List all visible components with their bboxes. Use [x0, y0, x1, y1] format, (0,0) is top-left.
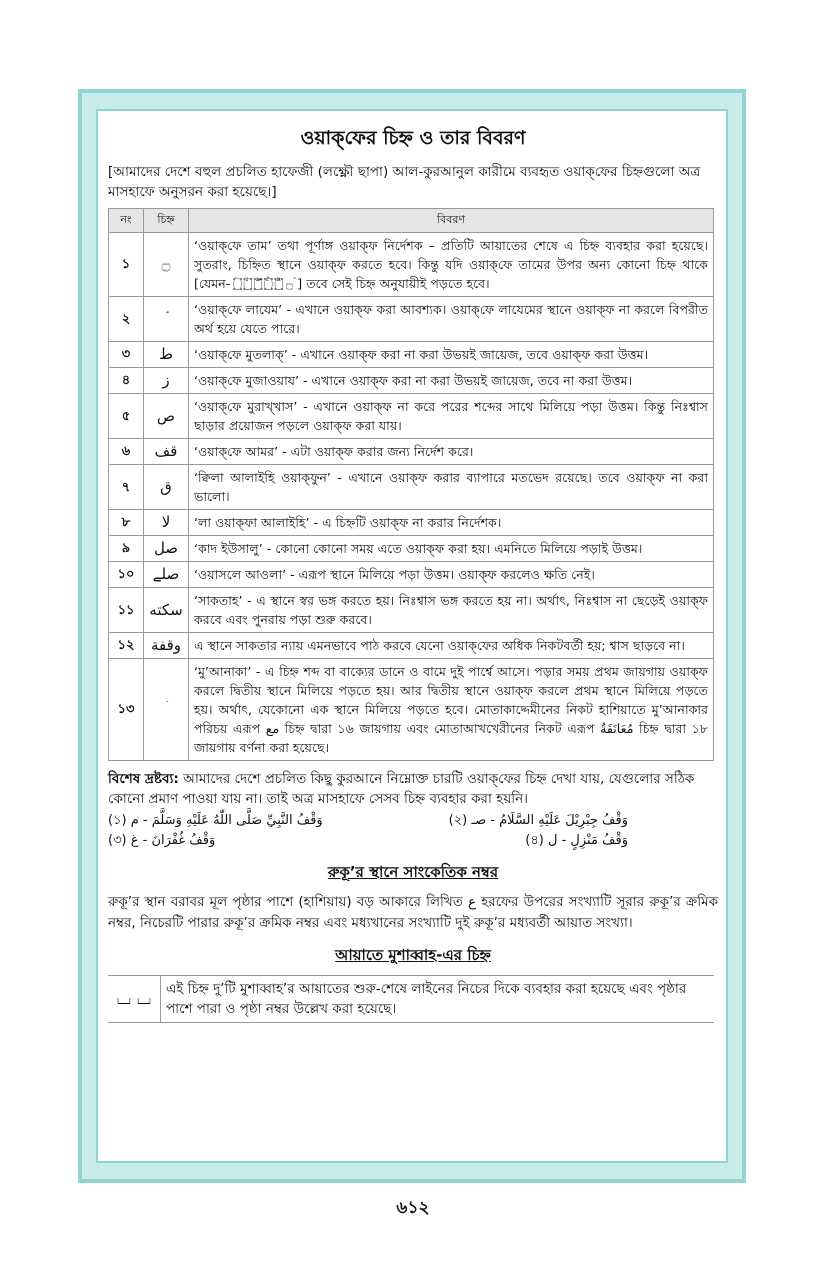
row-sign: وقفة [144, 633, 189, 659]
row-description: ‘ওয়াক্‌ফে মুতলাক্’ - এখানে ওয়াক্‌ফ করা না করা উভয়ই জায়েজ, তবে ওয়াক্‌ফ করা উত্তম। [189, 342, 714, 368]
table-row [109, 562, 714, 588]
signs-line-1 [108, 811, 628, 831]
page-content [108, 120, 718, 1023]
row-number: ৫ [109, 394, 144, 439]
ruku-text: রুকূ’র স্থান বরাবর মূল পৃষ্ঠার পাশে (হাশিয়ায়) বড় আকারে লিখিত ع হরফের উপরের সংখ্যাটি সূরার রুকূ’র ক্রমিক নম্বর, নিচেরটি পারার রুকূ’র ক্রমিক নম্বর এবং মধ্যখানের সংখ্যাটি দুই রুকূ’র মধ্যবর্তী আয়াত সংখ্যা। [108, 894, 719, 931]
row-sign: صلے [144, 562, 189, 588]
row-description: এ স্থানে সাকতার ন্যায় এমনভাবে পাঠ করবে যেনো ওয়াক্‌ফের অধিক নিকটবর্তী হয়; শ্বাস ছাড়বে না। [189, 633, 714, 659]
row-description: ‘কাদ ইউসালু’ - কোনো কোনো সময় এতে ওয়াক্‌ফ করা হয়। এমনিতে মিলিয়ে পড়াই উত্তম। [189, 536, 714, 562]
special-note [108, 769, 718, 809]
table-row [109, 439, 714, 465]
row-description: ‘ওয়াক্‌ফে মুজাওয়ায’ - এখানে ওয়াক্‌ফ করা না করা উভয়ই জায়েজ, তবে না করা উত্তম। [189, 368, 714, 394]
row-number: ৩ [109, 342, 144, 368]
note-text: আমাদের দেশে প্রচলিত কিছু কুরআনে নিম্নোক্ত চারটি ওয়াক্‌ফের চিহ্ন দেখা যায়, যেগুলোর সঠিক কোনো প্রমাণ পাওয়া যায় না। তাই অত্র মাসহাফে সেসব চিহ্ন ব্যবহার করা হয়নি। [108, 771, 695, 807]
table-row [109, 465, 714, 510]
note-label: বিশেষ দ্রষ্টব্য: [108, 771, 179, 787]
row-sign: ز [144, 368, 189, 394]
header-description: বিবরণ [189, 209, 714, 233]
table-row [109, 368, 714, 394]
table-row [109, 659, 714, 761]
mushabbah-mark: ⌴ ⌴ [108, 976, 161, 1023]
row-description: ‘ওয়াক্‌ফে আমর’ - এটা ওয়াক্‌ফ করার জন্য নির্দেশ করে। [189, 439, 714, 465]
row-sign: ص [144, 394, 189, 439]
row-number: ১ [109, 233, 144, 297]
sign-1: (১) وَقْفُ النَّبِيِّ صَلَّى اللّٰهُ عَلَيْهِ وَسَلَّمَ - م [108, 813, 323, 828]
row-sign: سكته [144, 588, 189, 633]
table-row [109, 536, 714, 562]
mushabbah-row [108, 976, 714, 1023]
row-description: ‘ওয়াক্‌ফে লাযেম’ - এখানে ওয়াক্‌ফ করা আবশ্যক। ওয়াক্‌ফে লাযেমের স্থানে ওয়াক্‌ফ না করলে বিপরীত অর্থ হয়ে যেতে পারে। [189, 297, 714, 342]
row-number: ৯ [109, 536, 144, 562]
intro-text: [আমাদের দেশে বহুল প্রচলিত হাফেজী (লক্ষ্ণৌ ছাপা) আল-কুরআনুল কারীমে ব্যবহৃত ওয়াক্‌ফের চিহ্নগুলো অত্র মাসহাফে অনুসরন করা হয়েছে।] [108, 164, 701, 200]
row-sign [144, 659, 189, 761]
non-used-signs [108, 811, 718, 851]
row-description: ‘ওয়াক্‌ফে মুরাখ্খাস’ - এখানে ওয়াক্‌ফ না করে পরের শব্দের সাথে মিলিয়ে পড়া উত্তম। কিন্তু নিঃশ্বাস ছাড়ার প্রয়োজন পড়লে ওয়াক্‌ফ করা যায়। [189, 394, 714, 439]
mushabbah-table [108, 975, 714, 1023]
row-number: ৮ [109, 510, 144, 536]
mushabbah-text: এই চিহ্ন দু’টি মুশাব্বাহ’র আয়াতের শুরু-শেষে লাইনের নিচের দিকে ব্যবহার করা হয়েছে এবং পৃষ্ঠার পাশে পারা ও পৃষ্ঠা নম্বর উল্লেখ করা হয়েছে। [161, 976, 715, 1023]
row-number: ১১ [109, 588, 144, 633]
row-sign: ط [144, 342, 189, 368]
table-row [109, 510, 714, 536]
table-body [109, 233, 714, 761]
row-sign: صل [144, 536, 189, 562]
row-description: ‘ওয়াসলে আওলা’ - এরূপ স্থানে মিলিয়ে পড়া উত্তম। ওয়াক্‌ফ করলেও ক্ষতি নেই। [189, 562, 714, 588]
row-number: ২ [109, 297, 144, 342]
sign-4: (৪) وَقْفُ مَنْزِلٍ - ل [525, 833, 628, 848]
row-number: ১২ [109, 633, 144, 659]
row-number: ৭ [109, 465, 144, 510]
table-row [109, 233, 714, 297]
row-sign: لا [144, 510, 189, 536]
row-number: ৬ [109, 439, 144, 465]
header-number: নং [109, 209, 144, 233]
sign-3: (৩) وَقْفُ غُفْرَانَ - غ [108, 833, 216, 848]
row-sign: ق [144, 465, 189, 510]
row-sign: ۝ [144, 233, 189, 297]
row-description: ‘ক্বিলা আলাইহি ওয়াক্‌ফুন’ - এখানে ওয়াক্‌ফ করার ব্যাপারে মতভেদ রয়েছে। তবে ওয়াক্‌ফ না করা ভালো। [189, 465, 714, 510]
row-number: ৪ [109, 368, 144, 394]
table-row [109, 394, 714, 439]
row-description: ‘ওয়াক্‌ফে তাম’ তথা পূর্ণাঙ্গ ওয়াক্‌ফ নির্দেশক – প্রতিটি আয়াতের শেষে এ চিহ্ন ব্যবহার করা হয়েছে। সুতরাং, চিহ্নিত স্থানে ওয়াক্‌ফ করতে হবে। কিন্তু যদি ওয়াক্‌ফে তামের উপর অন্য কোনো চিহ্ন থাকে [যেমন- ۝ۘ ۝ۗ ۝ۚ ۝ۖ ۝ۙ ۝ۛ ] তবে সেই চিহ্ন অনুযায়ীই পড়তে হবে। [189, 233, 714, 297]
table-row [109, 588, 714, 633]
row-number: ১০ [109, 562, 144, 588]
table-row [109, 342, 714, 368]
row-sign: قف [144, 439, 189, 465]
header-sign: চিহ্ন [144, 209, 189, 233]
mushabbah-heading: আয়াতে মুশাব্বাহ-এর চিহ্ন [335, 946, 491, 964]
sign-2: (২) وَقْفُ جِبْرِيْلَ عَلَيْهِ السَّلَامُ - صـ [448, 813, 628, 828]
table-row [109, 633, 714, 659]
row-number: ১৩ [109, 659, 144, 761]
row-sign [144, 297, 189, 342]
row-description: ‘লা ওয়াক্‌ফা আলাইহি’ - এ চিহ্নটি ওয়াক্‌ফ না করার নির্দেশক। [189, 510, 714, 536]
table-row [109, 297, 714, 342]
row-description: ‘সাকতাহ’ - এ স্থানে স্বর ভঙ্গ করতে হয়। নিঃশ্বাস ভঙ্গ করতে হয় না। অর্থাৎ, নিঃশ্বাস না ছেড়েই ওয়াক্‌ফ করবে এবং পুনরায় পড়া শুরু করবে। [189, 588, 714, 633]
signs-line-2 [108, 831, 628, 851]
row-description: ‘মু’আনাকা’ - এ চিহ্ন শব্দ বা বাক্যের ডানে ও বামে দুই পার্শ্বে আসে। পড়ার সময় প্রথম জায়গায় ওয়াক্‌ফ করলে দ্বিতীয় স্থানে মিলিয়ে পড়তে হয়। আর দ্বিতীয় স্থানে ওয়াক্‌ফ করলে প্রথম স্থানে মিলিয়ে পড়তে হয়। অর্থাৎ, যেকোনো এক স্থানে মিলিয়ে পড়তে হবে। মোতাকাদ্দেমীনের নিকট হাশিয়াতে মু’আনাকার পরিচয় এরূপ مع চিহ্ন দ্বারা ১৬ জায়গায় এবং মোতাআখখেরীনের নিকট এরূপ مُعَانَقَةٌ চিহ্ন দ্বারা ১৮ জায়গায় বর্ণনা করা হয়েছে। [189, 659, 714, 761]
ruku-heading: রুকূ’র স্থানে সাংকেতিক নম্বর [327, 863, 499, 881]
page-number: ৬১২ [396, 1198, 430, 1218]
waqf-table [108, 208, 714, 761]
page-title: ওয়াক্‌ফের চিহ্ন ও তার বিবরণ [300, 127, 526, 149]
table-header-row [109, 209, 714, 233]
